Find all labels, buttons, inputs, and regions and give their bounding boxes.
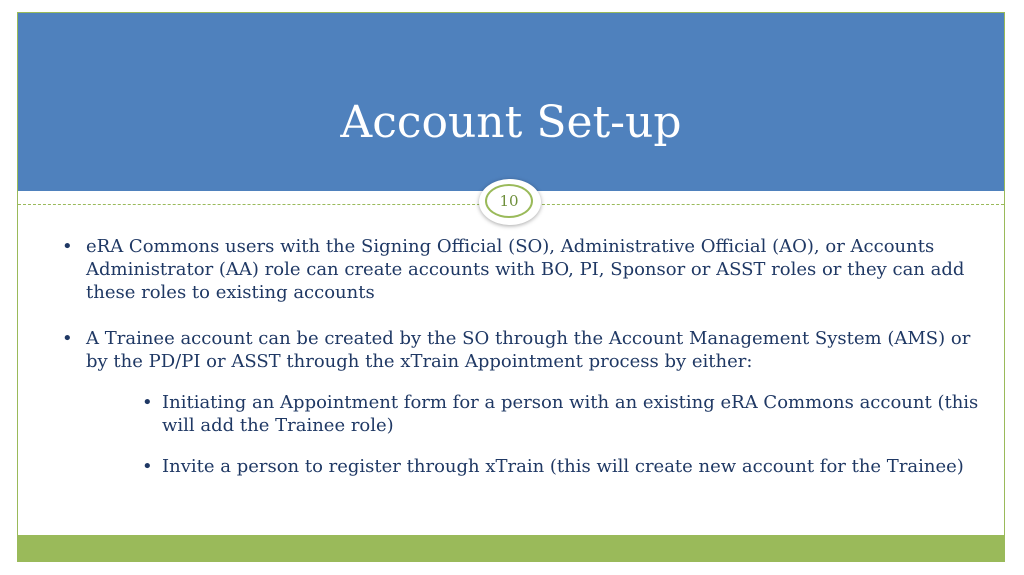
title-banner bbox=[18, 13, 1004, 191]
footer-bar bbox=[18, 535, 1004, 561]
sub-bullet-item bbox=[62, 455, 992, 478]
sub-bullet-text: Invite a person to register through xTrain (this will create new account for the Trainee) bbox=[162, 456, 964, 477]
bullet-glyph: • bbox=[142, 456, 153, 477]
bullet-text: eRA Commons users with the Signing Official (SO), Administrative Official (AO), or Accounts Administrator (AA) role can create accounts with BO, PI, Sponsor or ASST roles or they can add these roles to existing accounts bbox=[86, 236, 965, 303]
bullet-glyph: • bbox=[62, 328, 73, 349]
bullet-glyph: • bbox=[62, 236, 73, 257]
bullet-glyph: • bbox=[142, 392, 153, 413]
slide bbox=[17, 12, 1005, 562]
bullet-item bbox=[62, 235, 992, 304]
sub-bullet-text: Initiating an Appointment form for a person with an existing eRA Commons account (this will add the Trainee role) bbox=[162, 392, 979, 436]
page-number: 10 bbox=[485, 184, 533, 218]
bullet-item bbox=[62, 327, 992, 373]
sub-bullet-item bbox=[62, 391, 992, 437]
page-number-badge bbox=[479, 179, 541, 225]
bullet-text: A Trainee account can be created by the SO through the Account Management System (AMS) or by the PD/PI or ASST through the xTrain Appointment process by either: bbox=[86, 328, 971, 372]
slide-body bbox=[62, 235, 992, 496]
slide-title: Account Set-up bbox=[340, 97, 682, 148]
spacer bbox=[62, 304, 992, 327]
